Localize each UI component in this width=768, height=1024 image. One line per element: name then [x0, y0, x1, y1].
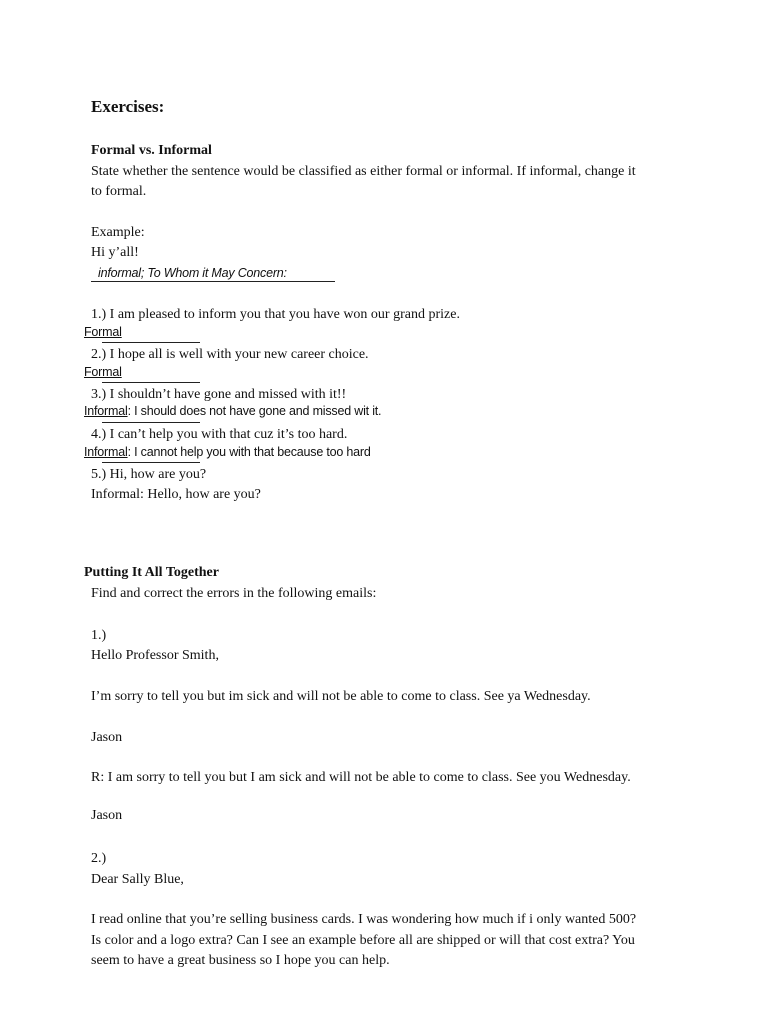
answer-text: : I should does not have gone and missed wit it. — [127, 404, 382, 418]
answer-text: : I cannot help you with that because too hard — [127, 445, 371, 459]
answer-text: : Hello, how are you? — [139, 487, 261, 502]
answer-label: Informal — [84, 404, 128, 418]
exercise-question-5: 5.) Hi, how are you? — [91, 467, 207, 482]
exercise-question-1: 1.) I am pleased to inform you that you have won our grand prize. — [91, 307, 460, 322]
email1-revised-signature: Jason — [91, 808, 123, 823]
page-title: Exercises: — [91, 97, 165, 116]
email2-number: 2.) — [91, 851, 107, 866]
answer-line-4 — [102, 462, 200, 463]
example-label: Example: — [91, 225, 145, 240]
section-heading-formal-informal: Formal vs. Informal — [91, 143, 212, 158]
email1-number: 1.) — [91, 628, 107, 643]
email2-body-line-3: seem to have a great business so I hope you can help. — [91, 953, 390, 968]
answer-line-2 — [102, 382, 200, 383]
answer-line-3 — [102, 422, 200, 423]
email1-greeting: Hello Professor Smith, — [91, 648, 219, 663]
email2-body-line-1: I read online that you’re selling business cards. I was wondering how much if i only wanted 500? — [91, 912, 637, 927]
email1-body: I’m sorry to tell you but im sick and will not be able to come to class. See ya Wednesday. — [91, 689, 591, 704]
exercise-question-2: 2.) I hope all is well with your new career choice. — [91, 347, 369, 362]
answer-label: Formal — [84, 325, 122, 339]
exercise-answer-2 — [84, 364, 122, 381]
section2-instructions: Find and correct the errors in the following emails: — [91, 586, 377, 601]
email2-greeting: Dear Sally Blue, — [91, 872, 184, 887]
exercise-question-4: 4.) I can’t help you with that cuz it’s too hard. — [91, 427, 348, 442]
exercise-answer-1 — [84, 324, 122, 341]
exercise-answer-3 — [84, 403, 381, 420]
instructions-line-2: to formal. — [91, 184, 147, 199]
answer-label: Formal — [84, 365, 122, 379]
answer-label: Informal — [84, 445, 128, 459]
email1-revised: R: I am sorry to tell you but I am sick and will not be able to come to class. See you Wednesday. — [91, 770, 631, 785]
exercise-answer-4 — [84, 444, 371, 461]
example-answer: informal; To Whom it May Concern: — [98, 266, 287, 280]
answer-line-1 — [102, 342, 200, 343]
example-answer-underline — [91, 281, 335, 282]
section-heading-putting-it-together: Putting It All Together — [84, 565, 219, 580]
answer-label: Informal — [91, 487, 140, 502]
example-sentence: Hi y’all! — [91, 245, 139, 260]
instructions-line-1: State whether the sentence would be classified as either formal or informal. If informal, change it — [91, 164, 636, 179]
email1-signature: Jason — [91, 730, 123, 745]
exercise-answer-5 — [91, 486, 261, 503]
email2-body-line-2: Is color and a logo extra? Can I see an example before all are shipped or will that cost extra? You — [91, 933, 635, 948]
exercise-question-3: 3.) I shouldn’t have gone and missed with it!! — [91, 387, 347, 402]
